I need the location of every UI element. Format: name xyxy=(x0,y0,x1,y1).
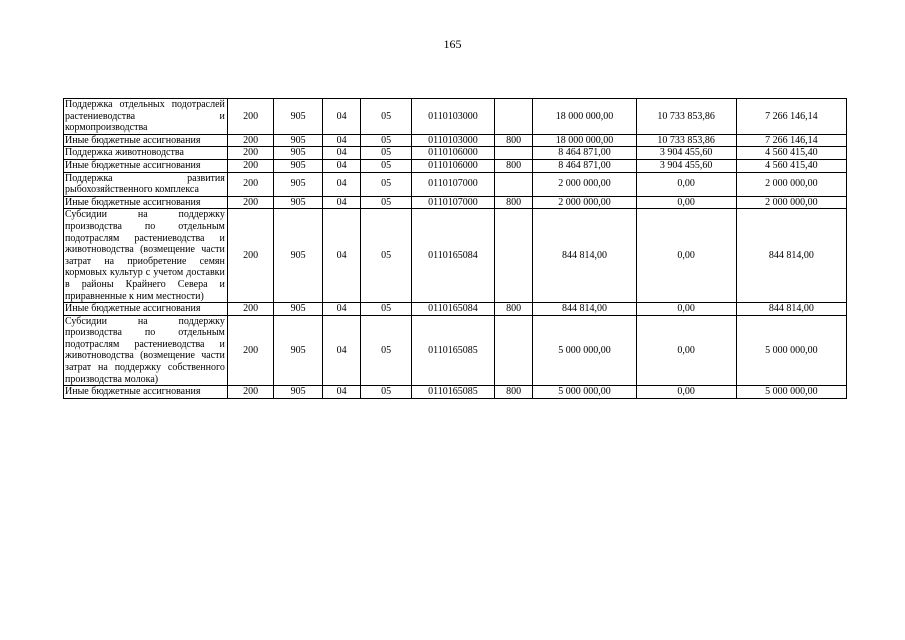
row-target-article-cell: 0110107000 xyxy=(411,172,494,196)
row-admin-code-cell: 200 xyxy=(227,134,274,147)
row-target-article-cell: 0110165085 xyxy=(411,315,494,386)
row-target-article-cell: 0110165085 xyxy=(411,386,494,399)
row-planned-sum-cell: 8 464 871,00 xyxy=(533,147,636,160)
row-section-cell: 04 xyxy=(322,303,360,316)
row-target-article-cell: 0110106000 xyxy=(411,147,494,160)
row-name-cell: Поддержка развития рыбохозяйственного комплекса xyxy=(64,172,228,196)
row-grbs-code-cell: 905 xyxy=(274,303,323,316)
row-name-cell: Иные бюджетные ассигнования xyxy=(64,386,228,399)
row-name-cell: Иные бюджетные ассигнования xyxy=(64,196,228,209)
row-subsection-cell: 05 xyxy=(361,303,412,316)
row-remaining-sum-cell: 5 000 000,00 xyxy=(736,315,846,386)
row-planned-sum-cell: 5 000 000,00 xyxy=(533,386,636,399)
row-grbs-code-cell: 905 xyxy=(274,147,323,160)
row-grbs-code-cell: 905 xyxy=(274,196,323,209)
row-admin-code-cell: 200 xyxy=(227,159,274,172)
row-executed-sum-cell: 0,00 xyxy=(636,196,736,209)
row-planned-sum-cell: 2 000 000,00 xyxy=(533,172,636,196)
row-name-cell: Субсидии на поддержку производства по отдельным подотраслям растениеводства и животноводства (возмещение части затрат на приобретение семян кормовых культур с учетом доставки в районы Крайнего Севера и приравненные к ним местности) xyxy=(64,209,228,303)
table-row xyxy=(64,196,847,209)
row-executed-sum-cell: 10 733 853,86 xyxy=(636,99,736,135)
row-planned-sum-cell: 18 000 000,00 xyxy=(533,134,636,147)
row-target-article-cell: 0110165084 xyxy=(411,303,494,316)
row-section-cell: 04 xyxy=(322,147,360,160)
row-planned-sum-cell: 8 464 871,00 xyxy=(533,159,636,172)
row-executed-sum-cell: 3 904 455,60 xyxy=(636,147,736,160)
row-remaining-sum-cell: 7 266 146,14 xyxy=(736,134,846,147)
row-admin-code-cell: 200 xyxy=(227,99,274,135)
row-grbs-code-cell: 905 xyxy=(274,99,323,135)
row-expense-type-cell xyxy=(494,147,532,160)
row-name-cell: Поддержка животноводства xyxy=(64,147,228,160)
row-executed-sum-cell: 0,00 xyxy=(636,172,736,196)
row-remaining-sum-cell: 5 000 000,00 xyxy=(736,386,846,399)
row-section-cell: 04 xyxy=(322,315,360,386)
row-admin-code-cell: 200 xyxy=(227,315,274,386)
row-grbs-code-cell: 905 xyxy=(274,172,323,196)
row-grbs-code-cell: 905 xyxy=(274,386,323,399)
row-planned-sum-cell: 844 814,00 xyxy=(533,303,636,316)
row-subsection-cell: 05 xyxy=(361,147,412,160)
row-section-cell: 04 xyxy=(322,159,360,172)
row-section-cell: 04 xyxy=(322,209,360,303)
row-executed-sum-cell: 10 733 853,86 xyxy=(636,134,736,147)
row-expense-type-cell xyxy=(494,172,532,196)
row-name-cell: Иные бюджетные ассигнования xyxy=(64,303,228,316)
row-target-article-cell: 0110103000 xyxy=(411,99,494,135)
row-remaining-sum-cell: 4 560 415,40 xyxy=(736,147,846,160)
row-expense-type-cell xyxy=(494,99,532,135)
row-subsection-cell: 05 xyxy=(361,386,412,399)
row-section-cell: 04 xyxy=(322,172,360,196)
row-section-cell: 04 xyxy=(322,134,360,147)
row-remaining-sum-cell: 2 000 000,00 xyxy=(736,172,846,196)
row-admin-code-cell: 200 xyxy=(227,303,274,316)
row-target-article-cell: 0110107000 xyxy=(411,196,494,209)
budget-table xyxy=(63,98,847,399)
row-admin-code-cell: 200 xyxy=(227,209,274,303)
row-admin-code-cell: 200 xyxy=(227,147,274,160)
row-grbs-code-cell: 905 xyxy=(274,159,323,172)
table-row xyxy=(64,147,847,160)
row-section-cell: 04 xyxy=(322,99,360,135)
table-row xyxy=(64,172,847,196)
row-executed-sum-cell: 0,00 xyxy=(636,303,736,316)
row-target-article-cell: 0110165084 xyxy=(411,209,494,303)
row-remaining-sum-cell: 844 814,00 xyxy=(736,303,846,316)
row-subsection-cell: 05 xyxy=(361,99,412,135)
row-admin-code-cell: 200 xyxy=(227,386,274,399)
row-name-cell: Иные бюджетные ассигнования xyxy=(64,159,228,172)
table-row xyxy=(64,99,847,135)
row-expense-type-cell xyxy=(494,315,532,386)
row-remaining-sum-cell: 844 814,00 xyxy=(736,209,846,303)
row-name-cell: Субсидии на поддержку производства по отдельным подотраслям растениеводства и животноводства (возмещение части затрат на поддержку собственного производства молока) xyxy=(64,315,228,386)
row-admin-code-cell: 200 xyxy=(227,196,274,209)
table-row xyxy=(64,209,847,303)
row-subsection-cell: 05 xyxy=(361,172,412,196)
row-subsection-cell: 05 xyxy=(361,209,412,303)
row-target-article-cell: 0110106000 xyxy=(411,159,494,172)
row-executed-sum-cell: 0,00 xyxy=(636,209,736,303)
row-grbs-code-cell: 905 xyxy=(274,315,323,386)
table-row xyxy=(64,134,847,147)
row-target-article-cell: 0110103000 xyxy=(411,134,494,147)
row-subsection-cell: 05 xyxy=(361,315,412,386)
row-subsection-cell: 05 xyxy=(361,134,412,147)
row-admin-code-cell: 200 xyxy=(227,172,274,196)
row-expense-type-cell: 800 xyxy=(494,134,532,147)
row-section-cell: 04 xyxy=(322,386,360,399)
row-expense-type-cell xyxy=(494,209,532,303)
row-subsection-cell: 05 xyxy=(361,159,412,172)
row-remaining-sum-cell: 7 266 146,14 xyxy=(736,99,846,135)
row-executed-sum-cell: 0,00 xyxy=(636,386,736,399)
row-expense-type-cell: 800 xyxy=(494,159,532,172)
row-expense-type-cell: 800 xyxy=(494,303,532,316)
row-expense-type-cell: 800 xyxy=(494,386,532,399)
row-name-cell: Поддержка отдельных подотраслей растениеводства и кормопроизводства xyxy=(64,99,228,135)
row-section-cell: 04 xyxy=(322,196,360,209)
table-row xyxy=(64,159,847,172)
table-row xyxy=(64,303,847,316)
row-remaining-sum-cell: 2 000 000,00 xyxy=(736,196,846,209)
row-executed-sum-cell: 0,00 xyxy=(636,315,736,386)
row-expense-type-cell: 800 xyxy=(494,196,532,209)
row-planned-sum-cell: 844 814,00 xyxy=(533,209,636,303)
row-name-cell: Иные бюджетные ассигнования xyxy=(64,134,228,147)
page-number: 165 xyxy=(443,37,462,51)
row-grbs-code-cell: 905 xyxy=(274,134,323,147)
table-row xyxy=(64,386,847,399)
row-subsection-cell: 05 xyxy=(361,196,412,209)
row-remaining-sum-cell: 4 560 415,40 xyxy=(736,159,846,172)
row-grbs-code-cell: 905 xyxy=(274,209,323,303)
table-row xyxy=(64,315,847,386)
row-planned-sum-cell: 18 000 000,00 xyxy=(533,99,636,135)
row-planned-sum-cell: 2 000 000,00 xyxy=(533,196,636,209)
row-executed-sum-cell: 3 904 455,60 xyxy=(636,159,736,172)
row-planned-sum-cell: 5 000 000,00 xyxy=(533,315,636,386)
